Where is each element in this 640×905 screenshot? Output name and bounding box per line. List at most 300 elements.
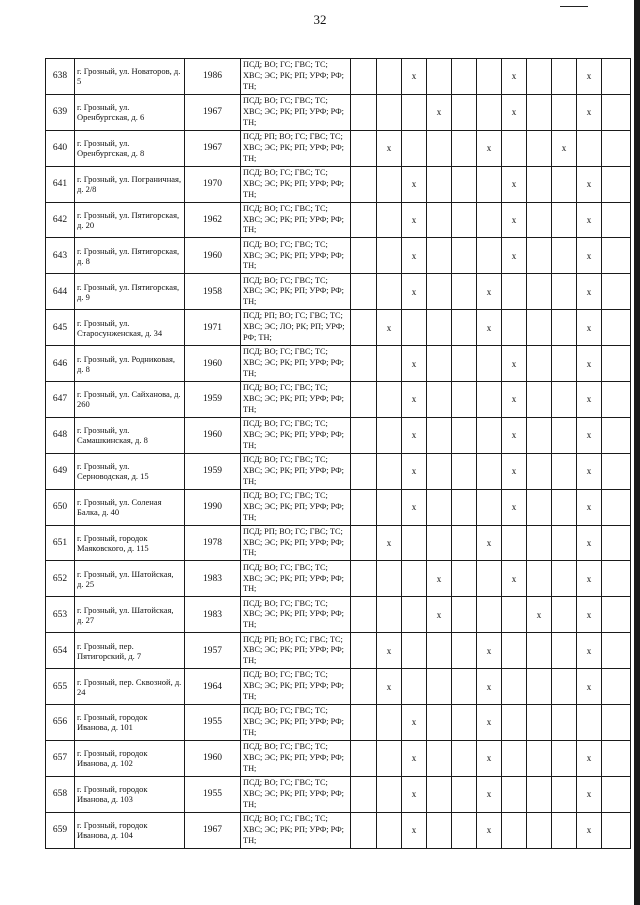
table-row [46, 669, 631, 705]
address-cell: г. Грозный, пер. Пятигорский, д. 7 [75, 633, 185, 669]
mark-cell [527, 382, 552, 418]
mark-cell [351, 202, 377, 238]
mark-cell [351, 776, 377, 812]
mark-cell [477, 94, 502, 130]
mark-cell [351, 669, 377, 705]
mark-cell [502, 740, 527, 776]
mark-cell [552, 94, 577, 130]
mark-cell: x [402, 59, 427, 95]
mark-cell [452, 525, 477, 561]
documents-codes-cell: ПСД; ВО; ГС; ГВС; ТС; ХВС; ЭС; РК; РП; УРФ; РФ; ТН; [241, 597, 351, 633]
documents-codes-cell: ПСД; ВО; ГС; ГВС; ТС; ХВС; ЭС; РК; РП; УРФ; РФ; ТН; [241, 417, 351, 453]
documents-codes-cell: ПСД; ВО; ГС; ГВС; ТС; ХВС; ЭС; РК; РП; УРФ; РФ; ТН; [241, 382, 351, 418]
mark-cell: x [502, 453, 527, 489]
mark-cell [402, 633, 427, 669]
mark-cell [351, 166, 377, 202]
mark-cell [377, 59, 402, 95]
row-number-cell: 639 [46, 94, 75, 130]
table-row [46, 597, 631, 633]
mark-cell [427, 705, 452, 741]
table-row [46, 705, 631, 741]
address-cell: г. Грозный, ул. Пятигорская, д. 9 [75, 274, 185, 310]
mark-cell [427, 202, 452, 238]
row-number-cell: 640 [46, 130, 75, 166]
mark-cell [527, 633, 552, 669]
address-cell: г. Грозный, ул. Шатойская, д. 27 [75, 597, 185, 633]
documents-codes-cell: ПСД; РП; ВО; ГС; ГВС; ТС; ХВС; ЭС; РК; РП; УРФ; РФ; ТН; [241, 130, 351, 166]
table-row [46, 525, 631, 561]
row-number-cell: 643 [46, 238, 75, 274]
mark-cell [452, 417, 477, 453]
address-cell: г. Грозный, ул. Самашкинская, д. 8 [75, 417, 185, 453]
mark-cell: x [577, 238, 602, 274]
year-built-cell: 1960 [185, 346, 241, 382]
mark-cell [377, 238, 402, 274]
mark-cell [452, 453, 477, 489]
mark-cell [477, 417, 502, 453]
mark-cell: x [577, 59, 602, 95]
year-built-cell: 1958 [185, 274, 241, 310]
mark-cell [602, 453, 631, 489]
mark-cell: x [477, 812, 502, 848]
row-number-cell: 659 [46, 812, 75, 848]
address-cell: г. Грозный, городок Иванова, д. 103 [75, 776, 185, 812]
mark-cell [452, 633, 477, 669]
documents-codes-cell: ПСД; ВО; ГС; ГВС; ТС; ХВС; ЭС; РК; РП; УРФ; РФ; ТН; [241, 94, 351, 130]
mark-cell [527, 525, 552, 561]
mark-cell: x [402, 346, 427, 382]
mark-cell [452, 489, 477, 525]
table-row [46, 59, 631, 95]
mark-cell: x [577, 417, 602, 453]
table-row [46, 166, 631, 202]
mark-cell [452, 705, 477, 741]
mark-cell: x [427, 597, 452, 633]
row-number-cell: 657 [46, 740, 75, 776]
mark-cell: x [552, 130, 577, 166]
mark-cell [351, 382, 377, 418]
mark-cell: x [402, 238, 427, 274]
page-number: 32 [313, 12, 327, 27]
mark-cell: x [477, 740, 502, 776]
mark-cell [377, 94, 402, 130]
table-row [46, 633, 631, 669]
row-number-cell: 638 [46, 59, 75, 95]
mark-cell [527, 740, 552, 776]
year-built-cell: 1959 [185, 382, 241, 418]
documents-codes-cell: ПСД; ВО; ГС; ГВС; ТС; ХВС; ЭС; РК; РП; УРФ; РФ; ТН; [241, 346, 351, 382]
year-built-cell: 1955 [185, 776, 241, 812]
year-built-cell: 1967 [185, 130, 241, 166]
mark-cell [527, 310, 552, 346]
year-built-cell: 1955 [185, 705, 241, 741]
mark-cell: x [402, 776, 427, 812]
mark-cell [402, 561, 427, 597]
row-number-cell: 646 [46, 346, 75, 382]
mark-cell [502, 597, 527, 633]
mark-cell: x [402, 417, 427, 453]
mark-cell [351, 561, 377, 597]
mark-cell [402, 669, 427, 705]
mark-cell [452, 776, 477, 812]
mark-cell [502, 633, 527, 669]
mark-cell [402, 310, 427, 346]
row-number-cell: 655 [46, 669, 75, 705]
table-row [46, 812, 631, 848]
table-body [46, 59, 631, 849]
mark-cell [351, 525, 377, 561]
table-row [46, 453, 631, 489]
mark-cell: x [527, 597, 552, 633]
mark-cell [427, 274, 452, 310]
year-built-cell: 1959 [185, 453, 241, 489]
mark-cell: x [377, 669, 402, 705]
table-row [46, 310, 631, 346]
mark-cell [377, 776, 402, 812]
documents-codes-cell: ПСД; ВО; ГС; ГВС; ТС; ХВС; ЭС; РК; РП; УРФ; РФ; ТН; [241, 812, 351, 848]
mark-cell [477, 561, 502, 597]
documents-codes-cell: ПСД; ВО; ГС; ГВС; ТС; ХВС; ЭС; РК; РП; УРФ; РФ; ТН; [241, 740, 351, 776]
year-built-cell: 1960 [185, 740, 241, 776]
row-number-cell: 654 [46, 633, 75, 669]
table-row [46, 382, 631, 418]
mark-cell [552, 202, 577, 238]
documents-codes-cell: ПСД; ВО; ГС; ГВС; ТС; ХВС; ЭС; РК; РП; УРФ; РФ; ТН; [241, 669, 351, 705]
row-number-cell: 644 [46, 274, 75, 310]
mark-cell: x [402, 705, 427, 741]
address-cell: г. Грозный, ул. Старосунженская, д. 34 [75, 310, 185, 346]
year-built-cell: 1990 [185, 489, 241, 525]
mark-cell: x [577, 382, 602, 418]
year-built-cell: 1983 [185, 561, 241, 597]
year-built-cell: 1964 [185, 669, 241, 705]
mark-cell [351, 310, 377, 346]
mark-cell: x [377, 310, 402, 346]
mark-cell [602, 633, 631, 669]
address-cell: г. Грозный, ул. Оренбургская, д. 8 [75, 130, 185, 166]
table-row [46, 740, 631, 776]
mark-cell [477, 453, 502, 489]
address-cell: г. Грозный, ул. Пятигорская, д. 20 [75, 202, 185, 238]
mark-cell [577, 705, 602, 741]
table-row [46, 489, 631, 525]
mark-cell [452, 310, 477, 346]
row-number-cell: 647 [46, 382, 75, 418]
table-row [46, 238, 631, 274]
mark-cell [377, 489, 402, 525]
documents-codes-cell: ПСД; ВО; ГС; ГВС; ТС; ХВС; ЭС; РК; РП; УРФ; РФ; ТН; [241, 238, 351, 274]
documents-codes-cell: ПСД; ВО; ГС; ГВС; ТС; ХВС; ЭС; РК; РП; УРФ; РФ; ТН; [241, 489, 351, 525]
mark-cell [552, 166, 577, 202]
row-number-cell: 648 [46, 417, 75, 453]
mark-cell: x [477, 310, 502, 346]
table-row [46, 776, 631, 812]
mark-cell [427, 669, 452, 705]
mark-cell: x [377, 633, 402, 669]
mark-cell [452, 202, 477, 238]
mark-cell [427, 417, 452, 453]
mark-cell [502, 310, 527, 346]
mark-cell [351, 417, 377, 453]
address-cell: г. Грозный, городок Иванова, д. 104 [75, 812, 185, 848]
mark-cell [552, 274, 577, 310]
mark-cell [602, 740, 631, 776]
mark-cell [502, 130, 527, 166]
mark-cell: x [577, 453, 602, 489]
mark-cell [351, 597, 377, 633]
mark-cell [602, 59, 631, 95]
mark-cell [552, 310, 577, 346]
mark-cell [377, 166, 402, 202]
mark-cell [377, 740, 402, 776]
mark-cell: x [377, 130, 402, 166]
address-cell: г. Грозный, ул. Серноводская, д. 15 [75, 453, 185, 489]
mark-cell [402, 525, 427, 561]
mark-cell [427, 166, 452, 202]
mark-cell [452, 382, 477, 418]
mark-cell [477, 202, 502, 238]
mark-cell [602, 166, 631, 202]
mark-cell [602, 525, 631, 561]
mark-cell [552, 776, 577, 812]
mark-cell: x [577, 812, 602, 848]
year-built-cell: 1971 [185, 310, 241, 346]
mark-cell [402, 94, 427, 130]
mark-cell [527, 417, 552, 453]
mark-cell: x [577, 346, 602, 382]
year-built-cell: 1986 [185, 59, 241, 95]
mark-cell [602, 669, 631, 705]
mark-cell [527, 812, 552, 848]
mark-cell: x [402, 489, 427, 525]
mark-cell [427, 130, 452, 166]
mark-cell [552, 59, 577, 95]
year-built-cell: 1962 [185, 202, 241, 238]
mark-cell [527, 453, 552, 489]
mark-cell: x [477, 776, 502, 812]
mark-cell [402, 597, 427, 633]
mark-cell [527, 166, 552, 202]
mark-cell: x [577, 561, 602, 597]
mark-cell: x [577, 776, 602, 812]
mark-cell [351, 812, 377, 848]
documents-codes-cell: ПСД; ВО; ГС; ГВС; ТС; ХВС; ЭС; РК; РП; УРФ; РФ; ТН; [241, 705, 351, 741]
mark-cell [502, 274, 527, 310]
address-cell: г. Грозный, ул. Пятигорская, д. 8 [75, 238, 185, 274]
mark-cell [602, 130, 631, 166]
mark-cell [602, 346, 631, 382]
mark-cell [502, 812, 527, 848]
mark-cell [527, 274, 552, 310]
row-number-cell: 656 [46, 705, 75, 741]
address-cell: г. Грозный, городок Иванова, д. 102 [75, 740, 185, 776]
row-number-cell: 653 [46, 597, 75, 633]
mark-cell [527, 705, 552, 741]
documents-codes-cell: ПСД; РП; ВО; ГС; ГВС; ТС; ХВС; ЭС; РК; РП; УРФ; РФ; ТН; [241, 525, 351, 561]
mark-cell [477, 382, 502, 418]
address-cell: г. Грозный, ул. Оренбургская, д. 6 [75, 94, 185, 130]
mark-cell [402, 130, 427, 166]
mark-cell [427, 740, 452, 776]
mark-cell [602, 274, 631, 310]
mark-cell: x [502, 489, 527, 525]
mark-cell [477, 59, 502, 95]
table-row [46, 202, 631, 238]
mark-cell [377, 202, 402, 238]
mark-cell [377, 382, 402, 418]
mark-cell [552, 561, 577, 597]
documents-codes-cell: ПСД; ВО; ГС; ГВС; ТС; ХВС; ЭС; РК; РП; УРФ; РФ; ТН; [241, 202, 351, 238]
mark-cell [527, 238, 552, 274]
mark-cell [527, 94, 552, 130]
mark-cell: x [402, 202, 427, 238]
year-built-cell: 1970 [185, 166, 241, 202]
address-cell: г. Грозный, пер. Сквозной, д. 24 [75, 669, 185, 705]
mark-cell: x [502, 238, 527, 274]
mark-cell [452, 597, 477, 633]
mark-cell: x [502, 417, 527, 453]
mark-cell [452, 669, 477, 705]
address-cell: г. Грозный, ул. Пограничная, д. 2/8 [75, 166, 185, 202]
row-number-cell: 650 [46, 489, 75, 525]
mark-cell [527, 561, 552, 597]
mark-cell [427, 382, 452, 418]
mark-cell [377, 453, 402, 489]
year-built-cell: 1978 [185, 525, 241, 561]
year-built-cell: 1960 [185, 417, 241, 453]
mark-cell [477, 597, 502, 633]
mark-cell: x [577, 633, 602, 669]
documents-codes-cell: ПСД; ВО; ГС; ГВС; ТС; ХВС; ЭС; РК; РП; УРФ; РФ; ТН; [241, 59, 351, 95]
mark-cell [377, 812, 402, 848]
address-cell: г. Грозный, ул. Соленая Балка, д. 40 [75, 489, 185, 525]
mark-cell: x [402, 740, 427, 776]
mark-cell [452, 812, 477, 848]
year-built-cell: 1983 [185, 597, 241, 633]
mark-cell [351, 489, 377, 525]
year-built-cell: 1967 [185, 94, 241, 130]
mark-cell [602, 417, 631, 453]
mark-cell: x [502, 346, 527, 382]
mark-cell [552, 238, 577, 274]
year-built-cell: 1967 [185, 812, 241, 848]
mark-cell [427, 776, 452, 812]
mark-cell: x [377, 525, 402, 561]
documents-codes-cell: ПСД; ВО; ГС; ГВС; ТС; ХВС; ЭС; РК; РП; УРФ; РФ; ТН; [241, 453, 351, 489]
table-row [46, 417, 631, 453]
mark-cell: x [477, 633, 502, 669]
address-cell: г. Грозный, ул. Шатойская, д. 25 [75, 561, 185, 597]
documents-codes-cell: ПСД; РП; ВО; ГС; ГВС; ТС; ХВС; ЭС; ЛО; РК; РП; УРФ; РФ; ТН; [241, 310, 351, 346]
mark-cell [377, 417, 402, 453]
mark-cell [427, 812, 452, 848]
mark-cell: x [477, 130, 502, 166]
mark-cell [377, 346, 402, 382]
buildings-table [45, 58, 631, 849]
mark-cell [477, 238, 502, 274]
mark-cell [427, 310, 452, 346]
mark-cell [452, 94, 477, 130]
table-row [46, 130, 631, 166]
row-number-cell: 658 [46, 776, 75, 812]
table-row [46, 274, 631, 310]
mark-cell [502, 525, 527, 561]
mark-cell: x [502, 94, 527, 130]
mark-cell [351, 94, 377, 130]
mark-cell [552, 812, 577, 848]
mark-cell [427, 525, 452, 561]
mark-cell: x [402, 453, 427, 489]
documents-codes-cell: ПСД; ВО; ГС; ГВС; ТС; ХВС; ЭС; РК; РП; УРФ; РФ; ТН; [241, 166, 351, 202]
mark-cell: x [477, 274, 502, 310]
documents-codes-cell: ПСД; ВО; ГС; ГВС; ТС; ХВС; ЭС; РК; РП; УРФ; РФ; ТН; [241, 561, 351, 597]
mark-cell [427, 238, 452, 274]
mark-cell [377, 705, 402, 741]
mark-cell: x [402, 812, 427, 848]
mark-cell [452, 274, 477, 310]
row-number-cell: 651 [46, 525, 75, 561]
mark-cell [502, 669, 527, 705]
mark-cell [452, 166, 477, 202]
mark-cell [351, 274, 377, 310]
address-cell: г. Грозный, ул. Новаторов, д. 5 [75, 59, 185, 95]
mark-cell: x [502, 202, 527, 238]
mark-cell [351, 238, 377, 274]
address-cell: г. Грозный, городок Маяковского, д. 115 [75, 525, 185, 561]
mark-cell [602, 489, 631, 525]
mark-cell: x [402, 166, 427, 202]
mark-cell [427, 453, 452, 489]
mark-cell [377, 561, 402, 597]
mark-cell [602, 705, 631, 741]
mark-cell [552, 525, 577, 561]
mark-cell [552, 382, 577, 418]
year-built-cell: 1960 [185, 238, 241, 274]
address-cell: г. Грозный, городок Иванова, д. 101 [75, 705, 185, 741]
mark-cell [552, 740, 577, 776]
mark-cell [452, 59, 477, 95]
mark-cell [552, 597, 577, 633]
mark-cell [602, 776, 631, 812]
mark-cell: x [427, 94, 452, 130]
row-number-cell: 649 [46, 453, 75, 489]
mark-cell [527, 669, 552, 705]
mark-cell: x [577, 597, 602, 633]
mark-cell [527, 202, 552, 238]
mark-cell: x [427, 561, 452, 597]
mark-cell [602, 94, 631, 130]
mark-cell [552, 346, 577, 382]
mark-cell [602, 561, 631, 597]
mark-cell [427, 489, 452, 525]
mark-cell [452, 130, 477, 166]
top-rule [560, 6, 588, 7]
mark-cell [602, 202, 631, 238]
table-row [46, 561, 631, 597]
mark-cell: x [577, 274, 602, 310]
mark-cell [552, 633, 577, 669]
mark-cell: x [577, 94, 602, 130]
mark-cell [552, 669, 577, 705]
mark-cell [477, 166, 502, 202]
mark-cell [351, 346, 377, 382]
mark-cell [477, 489, 502, 525]
mark-cell: x [577, 310, 602, 346]
mark-cell [602, 238, 631, 274]
mark-cell [351, 633, 377, 669]
mark-cell [527, 59, 552, 95]
mark-cell: x [577, 740, 602, 776]
